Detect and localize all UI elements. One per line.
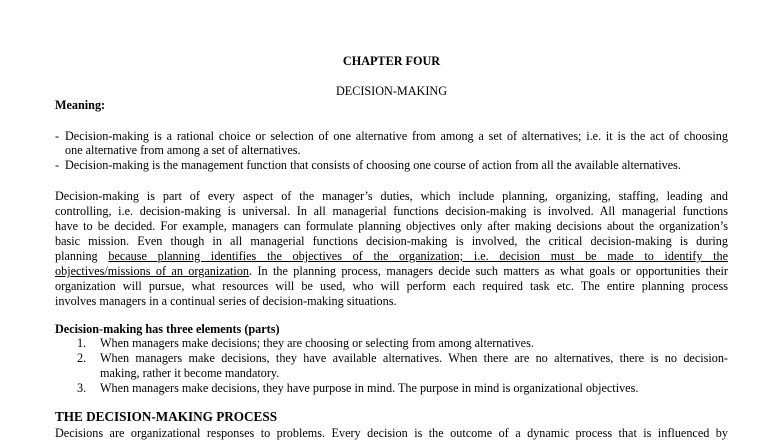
list-number: 1. [77, 336, 87, 350]
elements-heading: Decision-making has three elements (parts) [55, 322, 280, 336]
list-item [55, 351, 728, 381]
bullet-text-line: one alternative from among a set of alternatives. [65, 143, 301, 157]
list-item-text: When managers make decisions; they are choosing or selecting from among alternatives. [100, 336, 534, 350]
list-item-text: When managers make decisions, they have available alternatives. When there are no alternatives, there is no decision- [100, 351, 728, 365]
paragraph-line: Decision-making is part of every aspect of the manager’s duties, which include planning, organizing, staffing, leading and [55, 189, 728, 203]
chapter-title: CHAPTER FOUR [342, 54, 441, 68]
meaning-heading: Meaning: [55, 98, 106, 112]
paragraph-line: have to be decided. For example, managers can formulate planning objectives only after making decisions about the organization’s [55, 219, 728, 233]
list-item [55, 336, 728, 351]
bullet-dash: - [55, 129, 60, 143]
paragraph-line: Decisions are organizational responses to problems. Every decision is the outcome of a dynamic process that is influenced by [55, 426, 728, 440]
paragraph-text: planning [55, 249, 109, 263]
bullet-dash: - [55, 158, 60, 172]
list-item-text: When managers make decisions, they have purpose in mind. The purpose in mind is organizational objectives. [100, 381, 639, 395]
paragraph [55, 189, 728, 309]
list-item-text: making, rather it become mandatory. [100, 366, 280, 380]
paragraph-line: organization will pursue, what resources will be used, who will perform each required task etc. The entire planning process [55, 279, 728, 293]
list-number: 2. [77, 351, 87, 365]
paragraph-line: involves managers in a continual series of decision-making situations. [55, 294, 397, 308]
list-item [55, 381, 728, 396]
bullet-text-line: Decision-making is the management function that consists of choosing one course of action from all the available alternatives. [65, 158, 681, 172]
document-page [55, 0, 728, 441]
paragraph-line [55, 249, 728, 264]
bullet-text-line: Decision-making is a rational choice or selection of one alternative from among a set of alternatives; i.e. it is the act of choosing [65, 129, 728, 143]
section-title: DECISION-MAKING [335, 84, 448, 98]
underlined-text: because planning identifies the objectives of the organization; i.e. decision must be made to identify the [108, 249, 728, 263]
bullet-item [55, 158, 728, 173]
list-number: 3. [77, 381, 87, 395]
paragraph-line [55, 264, 728, 279]
process-heading: THE DECISION-MAKING PROCESS [55, 409, 278, 424]
paragraph-line: controlling, i.e. decision-making is universal. In all managerial functions decision-making is involved. All managerial functions [55, 204, 728, 218]
paragraph-text: . In the planning process, managers decide such matters as what goals or opportunities their [249, 264, 728, 278]
paragraph-line: basic mission. Even though in all managerial functions decision-making is involved, the critical decision-making is during [55, 234, 728, 248]
bullet-item [55, 129, 728, 159]
underlined-text: objectives/missions of an organization [55, 264, 250, 278]
